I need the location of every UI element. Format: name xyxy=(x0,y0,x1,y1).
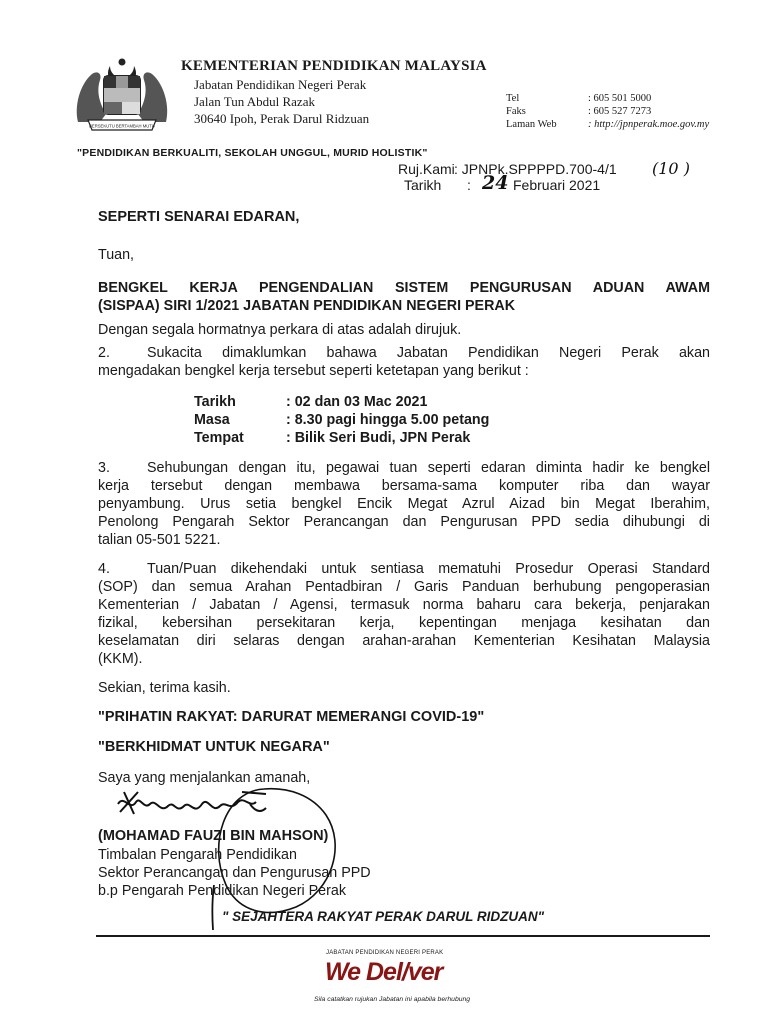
detail-venue-label: Tempat xyxy=(194,430,244,446)
paragraph-4-number: 4. xyxy=(98,561,110,577)
detail-date-label: Tarikh xyxy=(194,394,236,410)
opening-paragraph: Dengan segala hormatnya perkara di atas adalah dirujuk. xyxy=(98,322,462,338)
fax-label: Faks xyxy=(506,106,526,117)
paragraph-4-line-2: (SOP) dan semua Arahan Pentadbiran / Garis Panduan berhubung pengoperasian xyxy=(98,579,710,595)
paragraph-2-line-2: mengadakan bengkel kerja tersebut seperti ketetapan yang berikut : xyxy=(98,363,529,379)
fax-value: : 605 527 7273 xyxy=(588,106,652,117)
paragraph-3-number: 3. xyxy=(98,460,110,476)
recipient-line: SEPERTI SENARAI EDARAN, xyxy=(98,209,300,225)
salutation: Tuan, xyxy=(98,247,135,263)
tel-label: Tel xyxy=(506,93,520,104)
closing-text: Sekian, terima kasih. xyxy=(98,680,231,696)
address-city: 30640 Ipoh, Perak Darul Ridzuan xyxy=(194,111,370,126)
date-colon: : xyxy=(467,177,471,193)
ministry-crest-logo xyxy=(70,52,174,136)
paragraph-3-line-3: penyambung. Urus setia bengkel Encik Megat Azrul Aizad bin Megat Iberahim, xyxy=(98,496,710,512)
web-label: Laman Web xyxy=(506,119,557,130)
date-value: Februari 2021 xyxy=(513,177,601,193)
address-street: Jalan Tun Abdul Razak xyxy=(194,94,315,109)
reference-handwritten-number: (10 ) xyxy=(652,159,690,178)
signatory-name: (MOHAMAD FAUZI BIN MAHSON) xyxy=(98,828,329,844)
reference-value: : JPNPk.SPPPPD.700-4/1 xyxy=(454,161,617,177)
tel-value: : 605 501 5000 xyxy=(588,93,652,104)
detail-date-value: : 02 dan 03 Mac 2021 xyxy=(286,394,428,410)
paragraph-3-line-4: Penolong Pengarah Sektor Perancangan dan Pengurusan PPD sedia dihubungi di xyxy=(98,514,710,530)
date-label: Tarikh xyxy=(404,177,442,193)
department-name: Jabatan Pendidikan Negeri Perak xyxy=(194,77,367,92)
subject-line-1: BENGKEL KERJA PENGENDALIAN SISTEM PENGURUSAN ADUAN AWAM xyxy=(98,280,710,296)
we-deliver-logo: We Del/ver xyxy=(325,958,443,986)
slogan-covid: "PRIHATIN RAKYAT: DARURAT MEMERANGI COVID-19" xyxy=(98,709,485,725)
signatory-title-1: Timbalan Pengarah Pendidikan xyxy=(98,847,297,863)
paragraph-4-line-5: keselamatan diri selaras dengan arahan-arahan Kementerian Kesihatan Malaysia xyxy=(98,633,710,649)
detail-time-value: : 8.30 pagi hingga 5.00 petang xyxy=(286,412,490,428)
signatory-title-3: b.p Pengarah Pendidikan Negeri Perak xyxy=(98,883,346,899)
paragraph-2-line-1: Sukacita dimaklumkan bahawa Jabatan Pendidikan Negeri Perak akan xyxy=(147,345,710,361)
date-handwritten-day: 24 xyxy=(482,172,509,194)
crest-emblem-icon xyxy=(70,52,174,136)
letterhead-motto: "PENDIDIKAN BERKUALITI, SEKOLAH UNGGUL, MURID HOLISTIK" xyxy=(77,147,428,159)
paragraph-4-line-4: fizikal, kebersihan persekitaran kerja, kepentingan menjaga kesihatan dan xyxy=(98,615,710,631)
footer-slogan: " SEJAHTERA RAKYAT PERAK DARUL RIDZUAN" xyxy=(222,909,545,924)
footer-divider xyxy=(96,935,710,937)
footer-reference-note: Sila catatkan rujukan Jabatan ini apabila berhubung xyxy=(314,996,471,1003)
paragraph-4-line-3: Kementerian / Jabatan / Agensi, termasuk norma baharu cara bekerja, penjarakan xyxy=(98,597,710,613)
sign-off: Saya yang menjalankan amanah, xyxy=(98,770,311,786)
paragraph-4-line-6: (KKM). xyxy=(98,651,143,667)
web-value: : http://jpnperak.moe.gov.my xyxy=(588,119,710,130)
signatory-title-2: Sektor Perancangan dan Pengurusan PPD xyxy=(98,865,371,881)
paragraph-3-line-2: kerja tersebut dengan membawa bersama-sama komputer riba dan wayar xyxy=(98,478,710,494)
reference-label: Ruj.Kami xyxy=(398,161,455,177)
paragraph-4-line-1: Tuan/Puan dikehendaki untuk sentiasa mematuhi Prosedur Operasi Standard xyxy=(147,561,710,577)
detail-venue-value: : Bilik Seri Budi, JPN Perak xyxy=(286,430,471,446)
slogan-serve-nation: "BERKHIDMAT UNTUK NEGARA" xyxy=(98,739,330,755)
ministry-name: KEMENTERIAN PENDIDIKAN MALAYSIA xyxy=(181,58,487,74)
paragraph-2-number: 2. xyxy=(98,345,110,361)
subject-line-2: (SISPAA) SIRI 1/2021 JABATAN PENDIDIKAN NEGERI PERAK xyxy=(98,298,516,314)
footer-logo-caption: JABATAN PENDIDIKAN NEGERI PERAK xyxy=(326,950,444,956)
paragraph-3-line-5: talian 05-501 5221. xyxy=(98,532,221,548)
paragraph-3-line-1: Sehubungan dengan itu, pegawai tuan seperti edaran diminta hadir ke bengkel xyxy=(147,460,710,476)
crest-ribbon-text: BERSEKUTU BERTAMBAH MUTU xyxy=(89,123,155,129)
detail-time-label: Masa xyxy=(194,412,230,428)
